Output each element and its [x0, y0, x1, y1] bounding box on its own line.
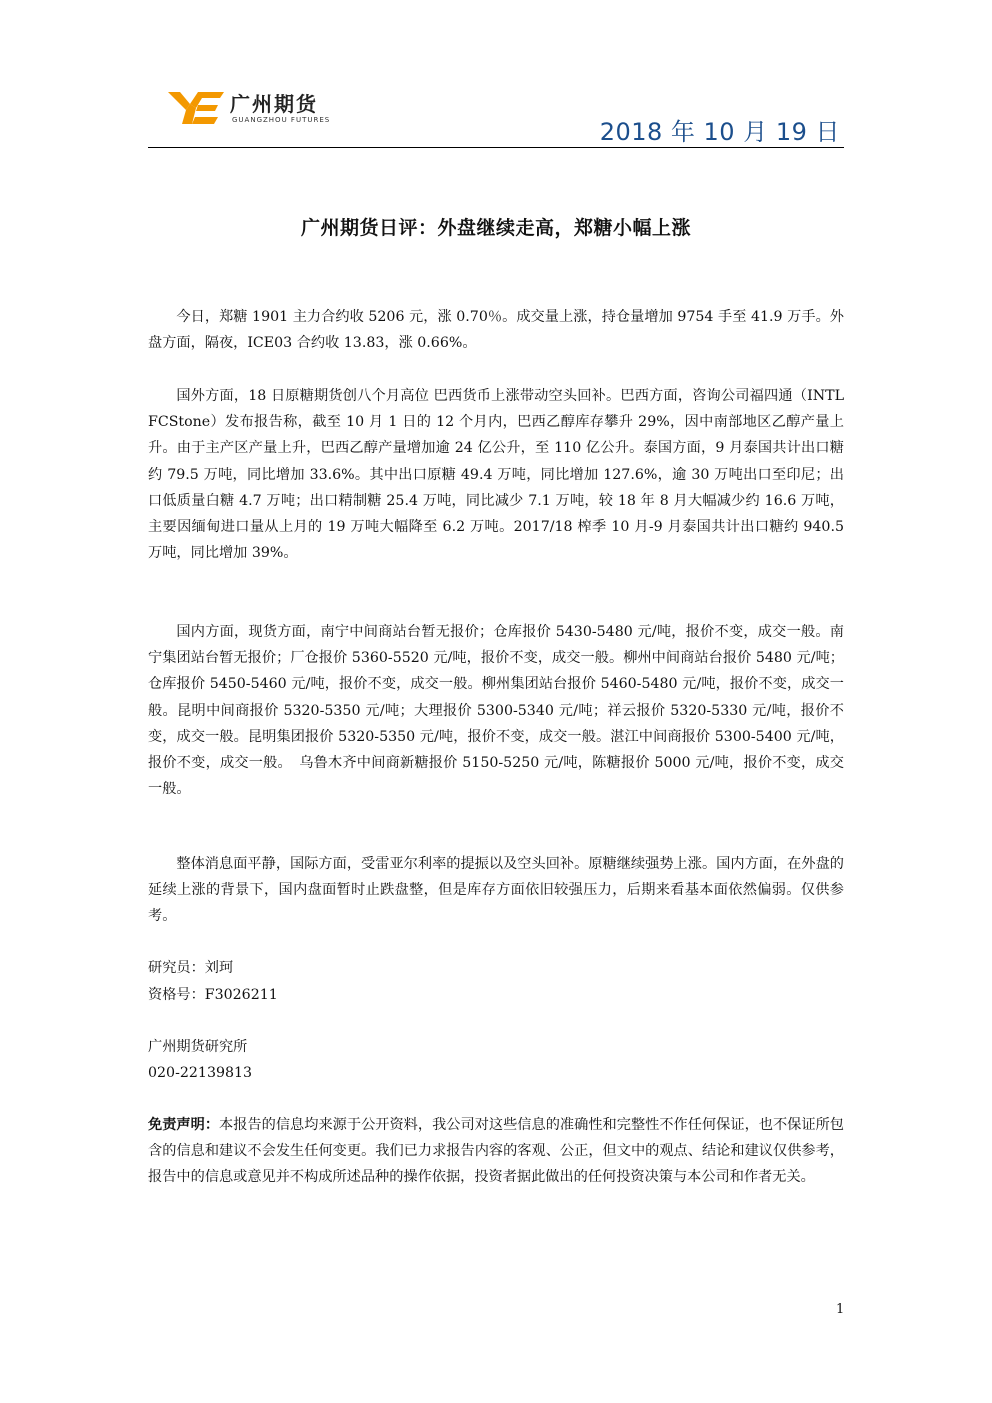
qualification-number: 资格号：F3026211: [148, 987, 278, 1003]
company-logo: [168, 88, 358, 128]
logo-english-name: GUANGZHOU FUTURES: [232, 116, 331, 124]
disclaimer-text: 本报告的信息均来源于公开资料，我公司对这些信息的准确性和完整性不作任何保证，也不保证所包含的信息和建议不会发生任何变更。我们已力求报告内容的客观、公正，但文中的观点、结论和建议仅供参考，报告中的信息或意见并不构成所述品种的操作依据，投资者据此做出的任何投资决策与本公司和作者无关。: [148, 1117, 844, 1186]
report-date: 2018 年 10 月 19 日: [599, 118, 840, 146]
report-title: 广州期货日评：外盘继续走高，郑糖小幅上涨: [300, 217, 691, 239]
paragraph-international: 国外方面，18 日原糖期货创八个月高位 巴西货币上涨带动空头回补。巴西方面，咨询公司福四通（INTL FCStone）发布报告称，截至 10 月 1 日的 12 个月内，巴西乙醇库存攀升 29%，因中南部地区乙醇产量上升。由于主产区产量上升，巴西乙醇产量增加逾 24 亿公升，至 110 亿公升。泰国方面，9 月泰国共计出口糖约 79.5 万吨，同比增加 33.6%。其中出口原糖 49.4 万吨，同比增加 127.6%，逾 30 万吨出口至印尼；出口低质量白糖 4.7 万吨；出口精制糖 25.4 万吨，同比减少 7.1 万吨，较 18 年 8 月大幅减少约 16.6 万吨，主要因缅甸进口量从上月的 19 万吨大幅降至 6.2 万吨。2017/18 榨季 10 月-9 月泰国共计出口糖约 940.5 万吨，同比增加 39%。: [148, 388, 844, 562]
logo-mark-icon: [168, 92, 224, 124]
institute-name: 广州期货研究所: [148, 1039, 248, 1055]
paragraph-market-summary: 今日，郑糖 1901 主力合约收 5206 元，涨 0.70％。成交量上涨，持仓量增加 9754 手至 41.9 万手。外盘方面，隔夜，ICE03 合约收 13.83，涨 0.66%。: [148, 309, 844, 352]
paragraph-outlook: 整体消息面平静，国际方面，受雷亚尔利率的提振以及空头回补。原糖继续强势上涨。国内方面，在外盘的延续上涨的背景下，国内盘面暂时止跌盘整，但是库存方面依旧较强压力，后期来看基本面依然偏弱。仅供参考。: [148, 856, 844, 925]
paragraph-domestic-spot: 国内方面，现货方面，南宁中间商站台暂无报价；仓库报价 5430-5480 元/吨，报价不变，成交一般。南宁集团站台暂无报价；厂仓报价 5360-5520 元/吨，报价不变，成交一般。柳州中间商站台报价 5480 元/吨；仓库报价 5450-5460 元/吨，报价不变，成交一般。柳州集团站台报价 5460-5480 元/吨，报价不变，成交一般。昆明中间商报价 5320-5350 元/吨；大理报价 5300-5340 元/吨；祥云报价 5320-5330 元/吨，报价不变，成交一般。昆明集团报价 5320-5350 元/吨，报价不变，成交一般。湛江中间商报价 5300-5400 元/吨，报价不变，成交一般。 乌鲁木齐中间商新糖报价 5150-5250 元/吨，陈糖报价 5000 元/吨，报价不变，成交一般。: [148, 624, 844, 798]
page-number: 1: [836, 1302, 845, 1317]
contact-phone: 020-22139813: [148, 1065, 253, 1081]
header-divider: [148, 147, 844, 148]
disclaimer: [148, 1112, 844, 1191]
researcher-name: 研究员：刘珂: [148, 960, 234, 976]
disclaimer-label: 免责声明：: [148, 1117, 220, 1133]
logo-chinese-name: 广州期货: [230, 92, 318, 116]
